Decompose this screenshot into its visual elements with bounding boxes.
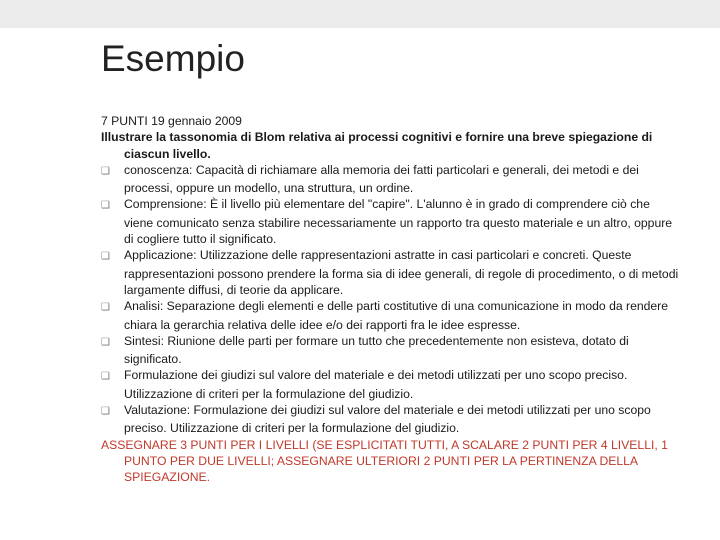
top-bar — [0, 0, 720, 28]
list-item-text: conoscenza: Capacità di richiamare alla memoria dei fatti particolari e generali, dei metodi e dei processi, oppure un modello, una struttura, un ordine. — [124, 162, 639, 196]
checkbox-bullet-icon: ❑ — [101, 302, 110, 314]
checkbox-bullet-icon: ❑ — [101, 165, 110, 177]
grading-note: ASSEGNARE 3 PUNTI PER I LIVELLI (SE ESPLICITATI TUTTI, A SCALARE 2 PUNTI PER 4 LIVELLI, 1 PUNTO PER DUE LIVELLI; ASSEGNARE ULTERIORI 2 PUNTI PER LA PERTINENZA DELLA SPIEGAZIONE. — [101, 437, 668, 485]
list-item-text: Analisi: Separazione degli elementi e delle parti costitutive di una comunicazione in modo da rendere chiara la gerarchia relativa delle idee e/o dei rapporti fra le idee espresse. — [124, 299, 669, 332]
slide-title: Esempio — [101, 38, 245, 79]
list-item — [101, 402, 681, 437]
question-text: Illustrare la tassonomia di Blom relativa ai processi cognitivi e fornire una breve spiegazione di ciascun livello. — [101, 130, 653, 161]
checkbox-bullet-icon: ❑ — [101, 251, 110, 263]
list-item-text: Comprensione: È il livello più elementare del "capire". L'alunno è in grado di comprendere ciò che viene comunicato senza stabilire necessariamente un rapporto tra questo materiale e un altro, oppure di cogliere tutto il significato. — [124, 197, 673, 247]
checkbox-bullet-icon: ❑ — [101, 336, 110, 348]
list-item-text: Formulazione dei giudizi sul valore del materiale e dei metodi utilizzati per uno scopo preciso. Utilizzazione di criteri per la formulazione del giudizio. — [124, 368, 628, 401]
list-item — [101, 298, 681, 333]
list-item — [101, 247, 681, 298]
list-item — [101, 367, 681, 402]
checkbox-bullet-icon: ❑ — [101, 371, 110, 383]
checkbox-bullet-icon: ❑ — [101, 200, 110, 212]
slide-content — [101, 113, 681, 486]
list-item — [101, 162, 681, 197]
list-item — [101, 196, 681, 247]
checkbox-bullet-icon: ❑ — [101, 406, 110, 418]
list-item-text: Valutazione: Formulazione dei giudizi sul valore del materiale e dei metodi utilizzati per uno scopo preciso. Utilizzazione di criteri per la formulazione del giudizio. — [124, 403, 651, 436]
list-item-text: Sintesi: Riunione delle parti per formare un tutto che precedentemente non esisteva, dotato di significato. — [124, 333, 629, 367]
list-item — [101, 333, 681, 368]
header-line: 7 PUNTI 19 gennaio 2009 — [101, 114, 242, 128]
list-item-text: Applicazione: Utilizzazione delle rappresentazioni astratte in casi particolari e concreti. Queste rappresentazioni possono prendere la forma sia di idee generali, di regole di procedimento, o di metodi largamente diffusi, di teorie da applicare. — [124, 248, 679, 297]
